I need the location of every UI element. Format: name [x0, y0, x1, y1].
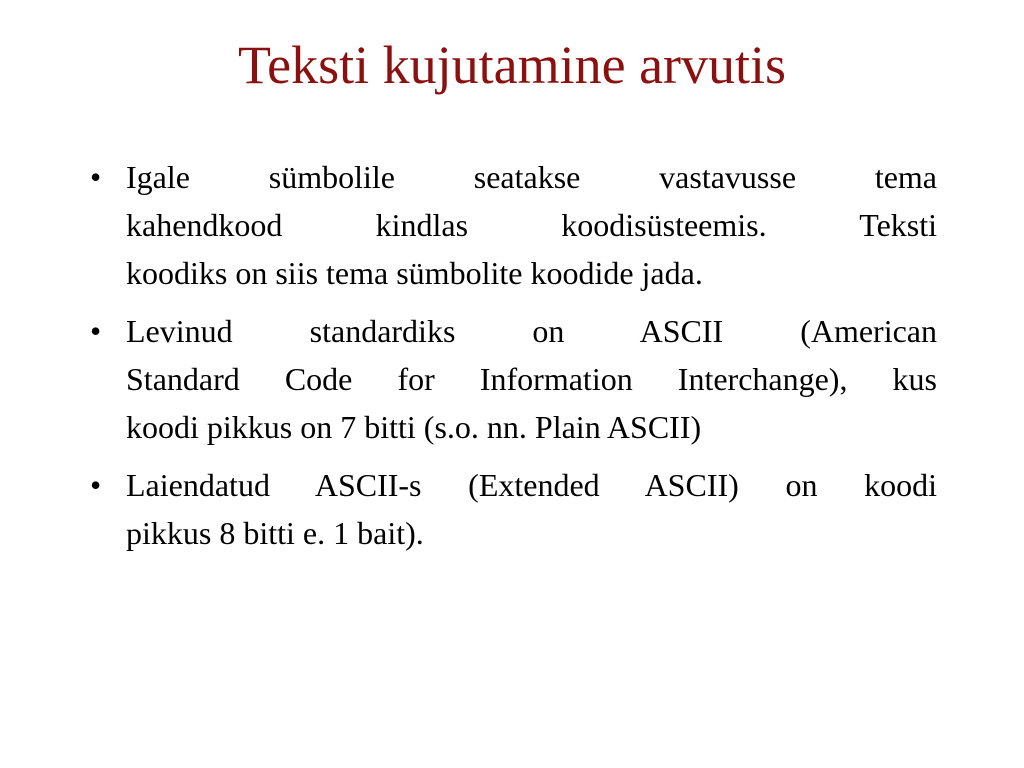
bullet-text-line: kahendkood kindlas koodisüsteemis. Teksti — [126, 207, 937, 243]
bullet-icon: • — [90, 159, 102, 195]
bullet-list — [90, 153, 937, 567]
bullet-item-3 — [90, 461, 937, 557]
bullet-text-line: koodiks on siis tema sümbolite koodide jada. — [126, 255, 703, 291]
slide-title: Teksti kujutamine arvutis — [237, 35, 787, 95]
bullet-icon: • — [90, 467, 102, 503]
bullet-text-line: Igale sümbolile seatakse vastavusse tema — [126, 159, 937, 195]
bullet-text-line: koodi pikkus on 7 bitti (s.o. nn. Plain ASCII) — [126, 409, 702, 445]
bullet-text-line: Laiendatud ASCII-s (Extended ASCII) on koodi — [126, 467, 937, 503]
bullet-item-2 — [90, 307, 937, 451]
bullet-text-line: pikkus 8 bitti e. 1 bait). — [126, 515, 424, 551]
bullet-text-line: Levinud standardiks on ASCII (American — [126, 313, 937, 349]
bullet-icon: • — [90, 313, 102, 349]
bullet-item-1 — [90, 153, 937, 297]
bullet-text-line: Standard Code for Information Interchange), kus — [126, 361, 937, 397]
